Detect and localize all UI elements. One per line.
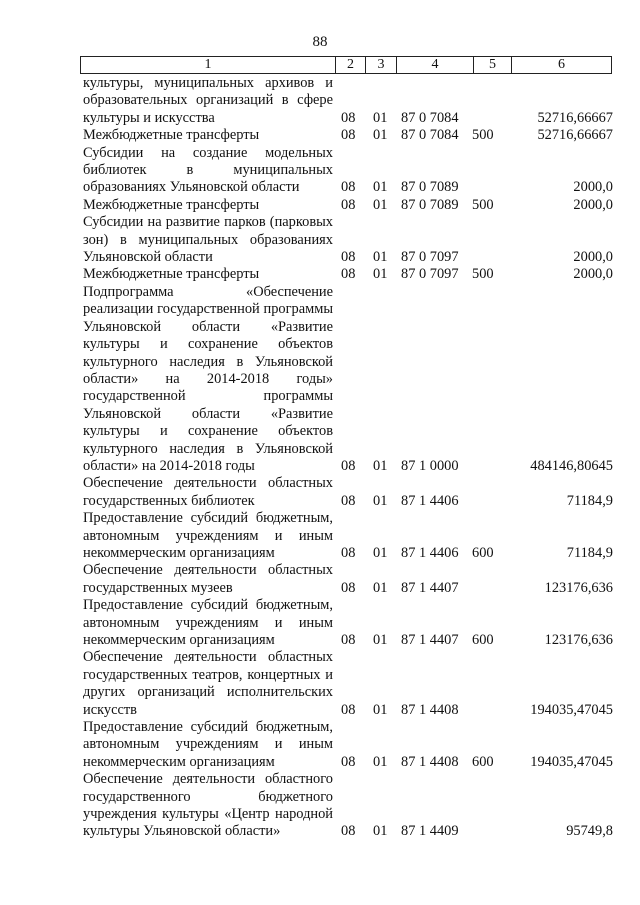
row-section: 08 [341,249,356,266]
row-target-code: 87 1 4406 [401,544,459,561]
row-target-code: 87 1 0000 [401,457,459,474]
row-description: Межбюджетные трансферты [83,266,260,283]
row-subsection: 01 [373,492,388,509]
row-description: Субсидии на развитие парков (парковых зон) в муниципальных образованиях Ульяновской области [83,214,333,266]
row-target-code: 87 1 4408 [401,753,459,770]
table-row [83,197,613,214]
table-row [83,75,613,127]
row-subsection: 01 [373,823,388,840]
row-target-code: 87 0 7097 [401,266,459,283]
row-expense-type: 600 [472,632,494,648]
row-section: 08 [341,196,356,213]
header-col-4: 4 [397,57,474,73]
table-row [83,771,613,841]
row-target-code: 87 1 4408 [401,701,459,718]
table-row [83,145,613,197]
row-amount: 2000,0 [573,196,613,213]
row-description: Предоставление субсидий бюджетным, автономным учреждениям и иным некоммерческим организациям [83,597,333,648]
table-row [83,127,613,144]
row-amount: 52716,66667 [537,127,613,144]
table-row [83,510,613,562]
row-section: 08 [341,753,356,770]
row-description: Предоставление субсидий бюджетным, автономным учреждениям и иным некоммерческим организациям [83,510,333,561]
row-description: Межбюджетные трансферты [83,127,260,144]
row-section: 08 [341,492,356,509]
row-target-code: 87 0 7089 [401,179,459,196]
row-section: 08 [341,823,356,840]
row-subsection: 01 [373,249,388,266]
row-amount: 484146,80645 [530,457,613,474]
row-subsection: 01 [373,701,388,718]
row-amount: 123176,636 [544,632,613,648]
table-row [83,649,613,719]
row-subsection: 01 [373,179,388,196]
row-subsection: 01 [373,196,388,213]
table-header [80,56,612,74]
table-row [83,475,613,510]
row-section: 08 [341,544,356,561]
row-expense-type: 600 [472,753,494,770]
header-col-6: 6 [558,57,565,72]
row-description: Подпрограмма «Обеспечение реализации государственной программы Ульяновской области «Развитие культуры и сохранение объектов культурного наследия в Ульяновской области» на 2014-2018 годы» государственной программы Ульяновской области «Развитие культуры и сохранение объектов культурного наследия в Ульяновской области» на 2014-2018 годы [83,283,333,474]
row-target-code: 87 0 7097 [401,249,459,266]
row-section: 08 [341,579,356,596]
table-row [83,266,613,283]
row-section: 08 [341,457,356,474]
row-amount: 71184,9 [566,492,613,509]
row-amount: 95749,8 [566,823,613,840]
row-section: 08 [341,109,356,126]
header-col-5: 5 [474,57,512,73]
row-subsection: 01 [373,266,388,283]
header-col-2: 2 [336,57,366,73]
row-amount: 194035,47045 [530,701,613,718]
row-section: 08 [341,127,356,144]
row-description: Обеспечение деятельности областного государственного бюджетного учреждения культуры «Центр народной культуры Ульяновской области» [83,771,333,840]
row-section: 08 [341,179,356,196]
row-description: Субсидии на создание модельных библиотек в муниципальных образованиях Ульяновской области [83,144,333,196]
table-row [83,597,613,649]
row-subsection: 01 [373,632,388,648]
row-description: Обеспечение деятельности областных государственных библиотек [83,475,333,509]
row-amount: 2000,0 [573,266,613,283]
header-col-1: 1 [81,57,336,73]
row-subsection: 01 [373,109,388,126]
row-target-code: 87 1 4407 [401,632,459,648]
row-amount: 123176,636 [544,579,613,596]
page-number: 88 [312,34,328,50]
row-section: 08 [341,632,356,648]
row-section: 08 [341,701,356,718]
row-expense-type: 500 [472,127,494,144]
row-expense-type: 500 [472,266,494,283]
row-target-code: 87 0 7089 [401,196,459,213]
row-subsection: 01 [373,753,388,770]
table-row [83,719,613,771]
row-expense-type: 600 [472,544,494,561]
row-subsection: 01 [373,579,388,596]
row-description: Межбюджетные трансферты [83,196,260,213]
row-subsection: 01 [373,544,388,561]
row-description: Обеспечение деятельности областных государственных музеев [83,562,333,596]
row-target-code: 87 1 4407 [401,579,459,596]
table-body [83,75,613,841]
row-amount: 2000,0 [573,249,613,266]
row-description: Обеспечение деятельности областных государственных театров, концертных и других организаций исполнительских искусств [83,649,333,718]
row-target-code: 87 0 7084 [401,109,459,126]
row-subsection: 01 [373,457,388,474]
row-section: 08 [341,266,356,283]
row-description: культуры, муниципальных архивов и образовательных организаций в сфере культуры и искусства [83,75,333,126]
row-target-code: 87 1 4409 [401,823,459,840]
header-col-3: 3 [366,57,397,73]
row-target-code: 87 0 7084 [401,127,459,144]
row-target-code: 87 1 4406 [401,492,459,509]
row-expense-type: 500 [472,196,494,213]
table-row [83,562,613,597]
table-row [83,214,613,266]
row-amount: 52716,66667 [537,109,613,126]
row-amount: 71184,9 [566,544,613,561]
row-amount: 194035,47045 [530,753,613,770]
row-subsection: 01 [373,127,388,144]
table-row [83,284,613,475]
row-description: Предоставление субсидий бюджетным, автономным учреждениям и иным некоммерческим организациям [83,719,333,770]
row-amount: 2000,0 [573,179,613,196]
